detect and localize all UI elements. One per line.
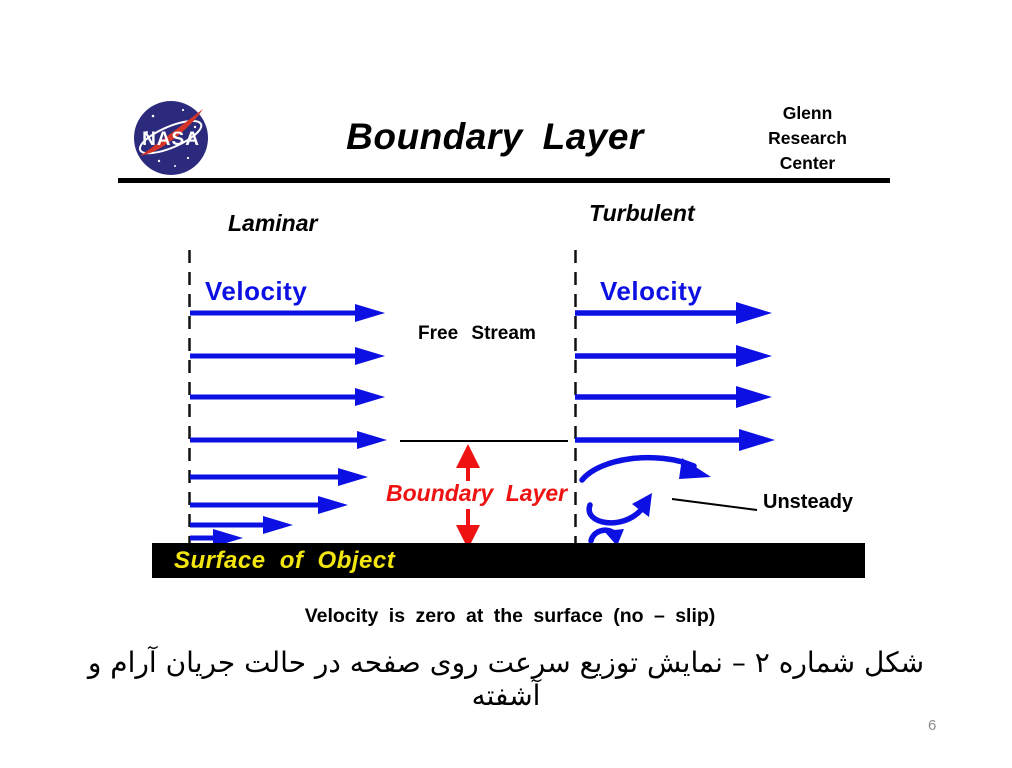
unsteady-label: Unsteady [763, 491, 854, 513]
velocity-arrowhead [318, 496, 348, 514]
velocity-label-left: Velocity [205, 276, 308, 306]
velocity-arrowhead [355, 347, 385, 365]
velocity-arrowhead [736, 345, 772, 367]
velocity-arrowhead [355, 304, 385, 322]
velocity-arrowhead [355, 388, 385, 406]
laminar-label: Laminar [228, 210, 318, 236]
free-stream-label: Free Stream [418, 323, 536, 344]
turbulent-arrow-group [575, 302, 775, 451]
velocity-arrowhead [736, 386, 772, 408]
org-line-2: Research [768, 128, 847, 148]
turbulent-label: Turbulent [589, 200, 695, 226]
eddy-arrowhead [679, 458, 711, 479]
laminar-arrow-group [190, 304, 387, 547]
nasa-logo-text: NASA [142, 129, 200, 150]
velocity-arrowhead [263, 516, 293, 534]
org-line-3: Center [779, 153, 836, 173]
eddy-curl [589, 505, 641, 523]
velocity-label-right: Velocity [600, 276, 703, 306]
page-number: 6 [928, 717, 937, 734]
slide-title: Boundary Layer [346, 116, 644, 157]
velocity-arrowhead [736, 302, 772, 324]
unsteady-pointer-line [672, 499, 757, 510]
surface-bar [152, 543, 865, 578]
figure-caption-farsi: شکل شماره ۲ – نمایش توزیع سرعت روی صفحه در حالت جریان آرام و آشفته [87, 646, 925, 712]
eddy-curl [582, 458, 694, 480]
velocity-arrowhead [739, 429, 775, 451]
no-slip-note: Velocity is zero at the surface (no – slip) [304, 605, 716, 627]
org-line-1: Glenn [782, 103, 833, 123]
boundary-layer-label: Boundary Layer [386, 480, 568, 506]
velocity-arrowhead [357, 431, 387, 449]
surface-label: Surface of Object [174, 546, 396, 574]
velocity-arrowhead [338, 468, 368, 486]
red-up-arrowhead [456, 444, 480, 468]
